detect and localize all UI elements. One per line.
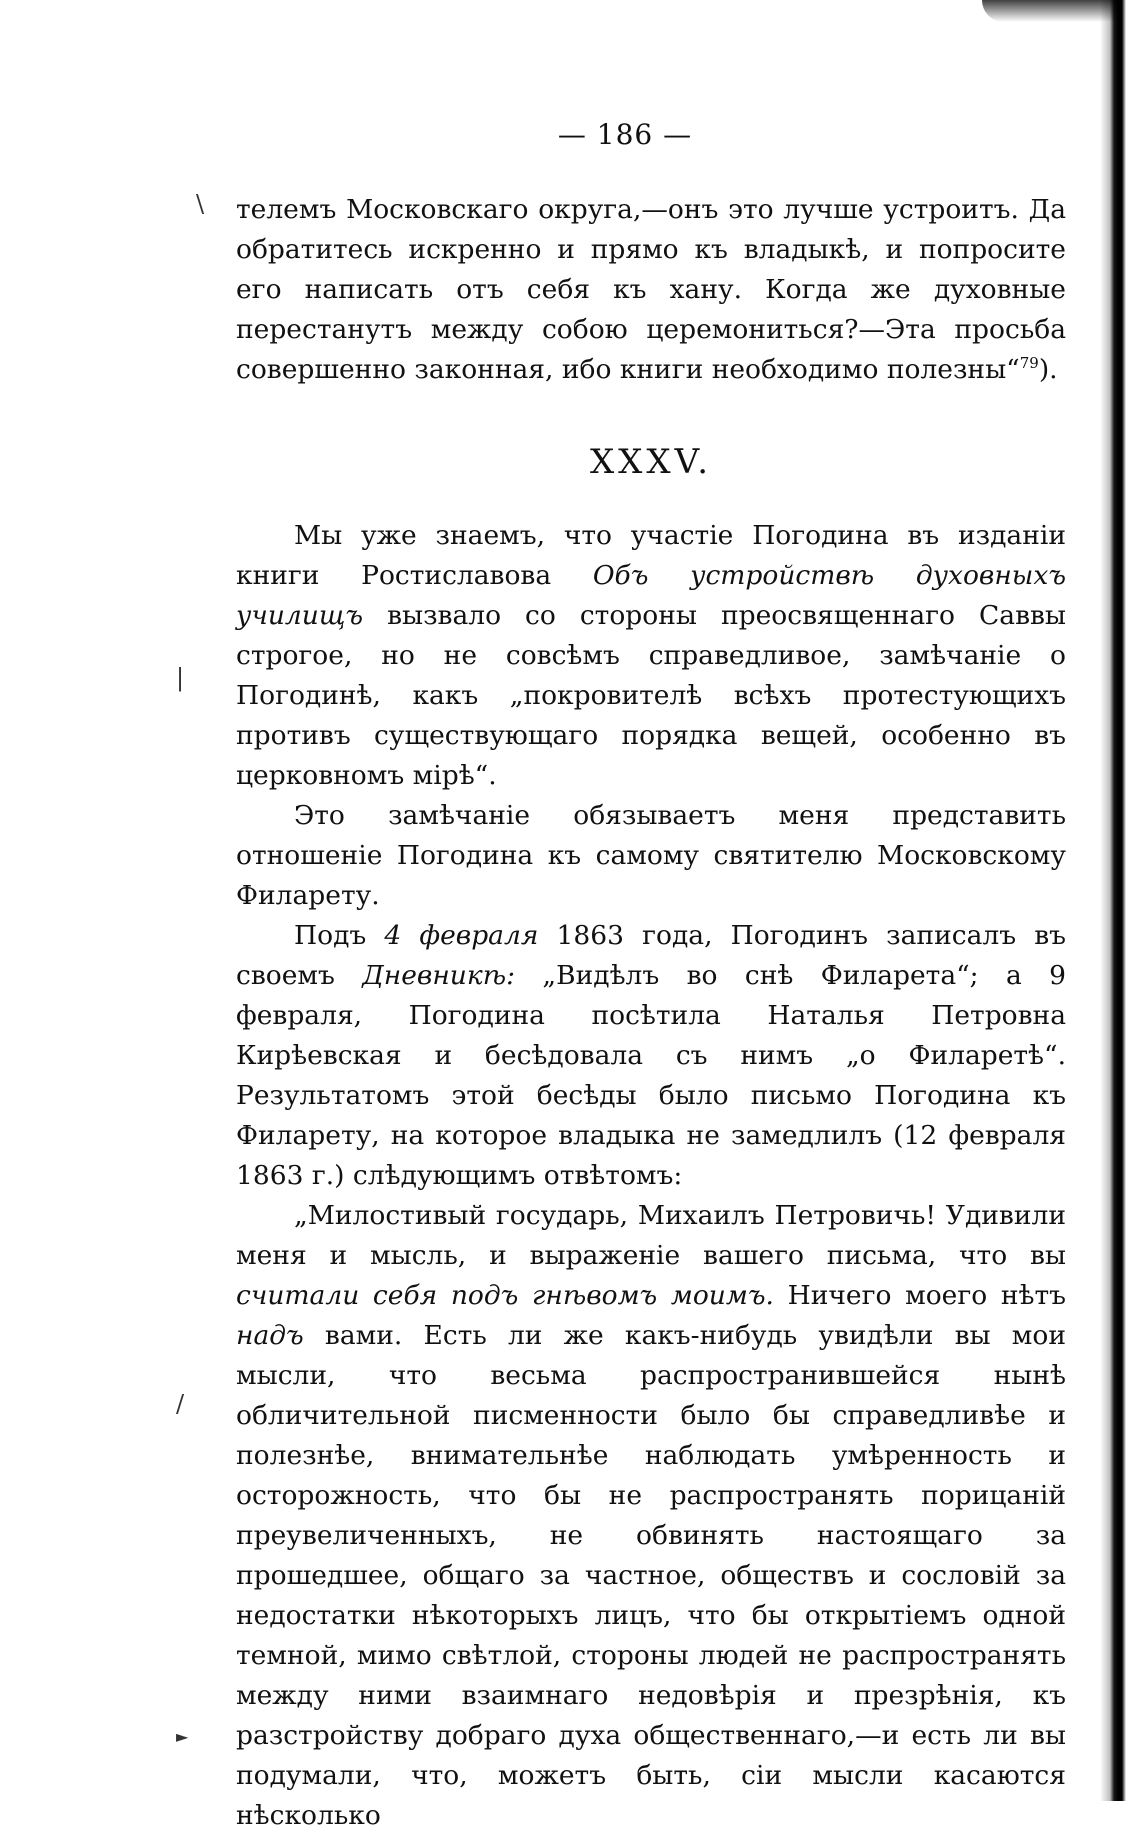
margin-mark: | (176, 664, 185, 692)
italic-text: считали себя подъ гнѣвомъ моимъ. (236, 1280, 774, 1311)
paragraph-text: Мы уже знаемъ, что участіе Погодина въ изданіи книги Ростиславова (236, 520, 1066, 591)
paragraph-continued (236, 190, 1066, 390)
paragraph (236, 796, 1066, 916)
italic-text: надъ (236, 1320, 304, 1351)
italic-text: Дневникѣ: (362, 960, 516, 991)
paragraph-text: Ничего моего нѣтъ (773, 1280, 1066, 1311)
paragraph-text: телемъ Московскаго округа,—онъ это лучше устроитъ. Да обратитесь искренно и прямо къ владыкѣ, и попросите его написать отъ себя къ хану. Когда же духовные перестанутъ между собою церемониться?—Эта просьба совершенно законная, ибо книги необходимо полезны“ (236, 194, 1066, 385)
paragraph-text: вызвало со стороны преосвященнаго Саввы строгое, но не совсѣмъ справедливое, замѣчаніе о Погодинѣ, какъ „покровителѣ всѣхъ протестующихъ противъ существующаго порядка вещей, особенно въ церковномъ мірѣ“. (236, 600, 1066, 791)
main-text (236, 190, 1066, 1836)
paragraph (236, 516, 1066, 796)
scan-edge-shadow-right (1100, 0, 1140, 1801)
letter-quote (236, 1196, 1066, 1836)
italic-text: Объ устройствѣ духовныхъ училищъ (236, 560, 1066, 631)
paragraph-text: вами. Есть ли же какъ-нибудь увидѣли вы мои мысли, что весьма распространившейся нынѣ обличительной писменности было бы справедливѣе и полезнѣе, внимательнѣе наблюдать умѣренность и осторожность, что бы не распространять порицаній преувеличенныхъ, не обвинять настоящаго за прошедшее, общаго за частное, обществъ и сословій за недостатки нѣкоторыхъ лицъ, что бы открытіемъ одной темной, мимо свѣтлой, стороны людей не распространять между ними взаимнаго недовѣрія и презрѣнія, къ разстройству добраго духа общественнаго,—и есть ли вы подумали, что, можетъ быть, сіи мысли касаются нѣсколько (236, 1320, 1066, 1831)
paragraph-text: Подъ (294, 920, 385, 951)
margin-mark: ► (176, 1727, 189, 1746)
paragraph-text: Это замѣчаніе обязываетъ меня представить отношеніе Погодина къ самому святителю Московскому Филарету. (236, 800, 1066, 911)
page-number: — 186 — (557, 118, 693, 151)
paragraph-text: 1863 года, Погодинъ записалъ въ своемъ (236, 920, 1066, 991)
paragraph-text: „Милостивый государь, Михаилъ Петровичь! Удивили меня и мысль, и выраженіе вашего письма, что вы (236, 1200, 1066, 1271)
paragraph-text: „Видѣлъ во снѣ Филарета“; а 9 февраля, Погодина посѣтила Наталья Петровна Кирѣевская и бесѣдовала съ нимъ „о Филаретѣ“. Результатомъ этой бесѣды было письмо Погодина къ Филарету, на которое владыка не замедлилъ (12 февраля 1863 г.) слѣдующимъ отвѣтомъ: (236, 960, 1066, 1191)
italic-text: 4 февраля (384, 920, 539, 951)
margin-mark: \ (196, 190, 205, 218)
footnote-marker: 79 (1019, 354, 1039, 373)
paragraph-text: ). (1038, 354, 1058, 385)
paragraph (236, 916, 1066, 1196)
margin-mark: / (176, 1390, 185, 1418)
chapter-heading: XXXV. (589, 442, 713, 482)
